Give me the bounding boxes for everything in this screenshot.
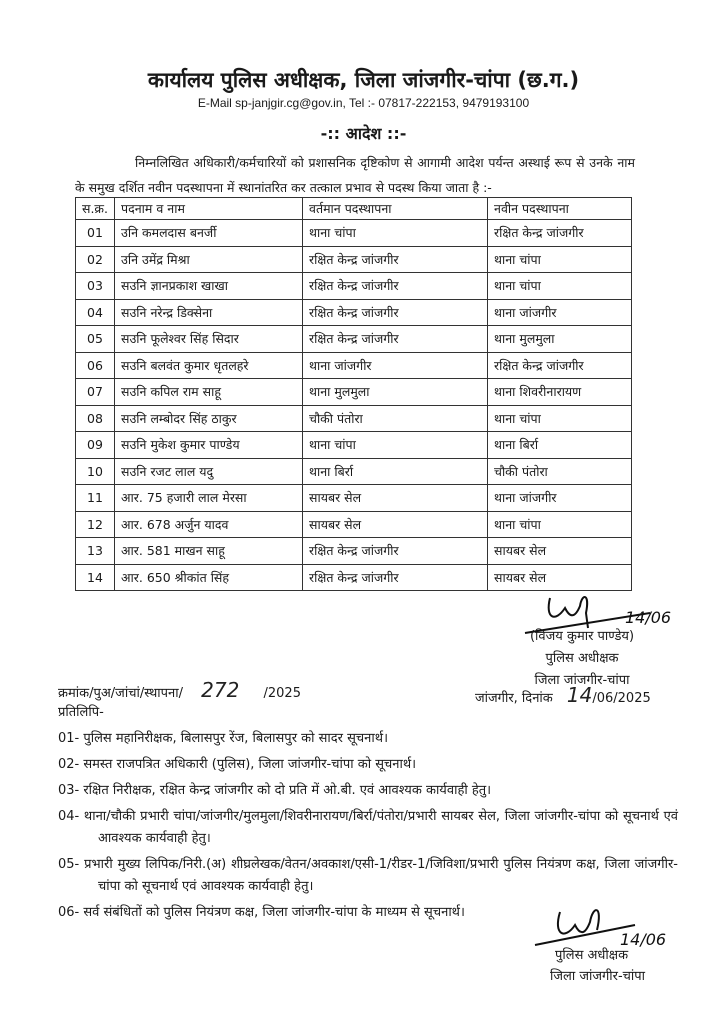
table-row (76, 432, 632, 459)
cell-name: सउनि ज्ञानप्रकाश खाखा (115, 273, 303, 300)
table-row (76, 405, 632, 432)
cell-serial: 04 (76, 299, 115, 326)
cell-name: सउनि बलवंत कुमार धृतलहरे (115, 352, 303, 379)
cell-new-posting: थाना जांजगीर (488, 299, 632, 326)
cell-new-posting: थाना चांपा (488, 511, 632, 538)
cell-current-posting: थाना जांजगीर (303, 352, 488, 379)
table-row (76, 511, 632, 538)
cell-name: उनि कमलदास बनर्जी (115, 220, 303, 247)
cell-name: आर. 678 अर्जुन यादव (115, 511, 303, 538)
signatory-designation: पुलिस अधीक्षक (545, 651, 619, 666)
cell-current-posting: रक्षित केन्द्र जांजगीर (303, 564, 488, 591)
table-row (76, 220, 632, 247)
cell-new-posting: सायबर सेल (488, 538, 632, 565)
header-name: पदनाम व नाम (115, 198, 303, 220)
order-heading: -:: आदेश ::- (320, 124, 407, 143)
table-row (76, 564, 632, 591)
cell-name: सउनि मुकेश कुमार पाण्डेय (115, 432, 303, 459)
cell-name: उनि उमेंद्र मिश्रा (115, 246, 303, 273)
date-day-handwritten: 14 (566, 683, 593, 707)
cell-current-posting: रक्षित केन्द्र जांजगीर (303, 273, 488, 300)
table-row (76, 352, 632, 379)
transfer-table (75, 197, 632, 591)
table-row (76, 379, 632, 406)
office-title: कार्यालय पुलिस अधीक्षक, जिला जांजगीर-चांपा (छ.ग.) (147, 68, 580, 92)
cell-new-posting: थाना चांपा (488, 246, 632, 273)
header-new-posting: नवीन पदस्थापना (488, 198, 632, 220)
cell-serial: 10 (76, 458, 115, 485)
cell-new-posting: थाना जांजगीर (488, 485, 632, 512)
cell-new-posting: रक्षित केन्द्र जांजगीर (488, 220, 632, 247)
cell-current-posting: थाना चांपा (303, 432, 488, 459)
cell-current-posting: रक्षित केन्द्र जांजगीर (303, 299, 488, 326)
cell-current-posting: थाना मुलमुला (303, 379, 488, 406)
table-row (76, 485, 632, 512)
cell-name: सउनि फूलेश्वर सिंह सिदार (115, 326, 303, 353)
cell-new-posting: थाना बिर्रा (488, 432, 632, 459)
cell-name: सउनि लम्बोदर सिंह ठाकुर (115, 405, 303, 432)
signatory-2-district: जिला जांजगीर-चांपा (550, 969, 646, 984)
signatory-block-1 (482, 626, 682, 688)
signature-2-date: 14/06 (620, 930, 667, 949)
cell-new-posting: सायबर सेल (488, 564, 632, 591)
place-date-label: जांजगीर, दिनांक (475, 691, 553, 706)
cell-serial: 08 (76, 405, 115, 432)
table-row (76, 538, 632, 565)
table-row (76, 326, 632, 353)
signatory-district: जिला जांजगीर-चांपा (534, 673, 630, 688)
signatory-2-designation: पुलिस अधीक्षक (555, 948, 629, 963)
cell-new-posting: थाना चांपा (488, 273, 632, 300)
cell-name: आर. 650 श्रीकांत सिंह (115, 564, 303, 591)
cell-new-posting: थाना शिवरीनारायण (488, 379, 632, 406)
cell-current-posting: सायबर सेल (303, 511, 488, 538)
copy-item: 05- प्रभारी मुख्य लिपिक/निरी.(अ) शीघ्रलेखक/वेतन/अवकाश/एसी-1/रीडर-1/जिविशा/प्रभारी पुलिस नियंत्रण कक्ष, जिला जांजगीर-चांपा को सूचनार्थ एवं आवश्यक कार्यवाही हेतु। (58, 857, 678, 894)
cell-serial: 14 (76, 564, 115, 591)
cell-serial: 02 (76, 246, 115, 273)
reference-year: /2025 (263, 686, 301, 701)
cell-new-posting: थाना मुलमुला (488, 326, 632, 353)
copy-item: 01- पुलिस महानिरीक्षक, बिलासपुर रेंज, बिलासपुर को सादर सूचनार्थ। (58, 731, 388, 746)
cell-serial: 01 (76, 220, 115, 247)
cell-serial: 05 (76, 326, 115, 353)
copy-label: प्रतिलिपि- (58, 705, 104, 720)
cell-current-posting: रक्षित केन्द्र जांजगीर (303, 538, 488, 565)
cell-new-posting: थाना चांपा (488, 405, 632, 432)
cell-current-posting: थाना चांपा (303, 220, 488, 247)
cell-serial: 13 (76, 538, 115, 565)
copy-item: 04- थाना/चौकी प्रभारी चांपा/जांजगीर/मुलमुला/शिवरीनारायण/बिर्रा/पंतोरा/प्रभारी सायबर सेल, जिला जांजगीर-चांपा को सूचनार्थ एवं आवश्यक कार्यवाही हेतु। (58, 809, 678, 846)
cell-name: आर. 75 हजारी लाल मेरसा (115, 485, 303, 512)
reference-number (58, 678, 301, 702)
copy-item: 03- रक्षित निरीक्षक, रक्षित केन्द्र जांजगीर को दो प्रति में ओ.बी. एवं आवश्यक कार्यवाही हेतु। (58, 783, 492, 798)
reference-handwritten-number: 272 (201, 678, 240, 702)
table-header-row (76, 198, 632, 220)
cell-new-posting: चौकी पंतोरा (488, 458, 632, 485)
signatory-name: (विजय कुमार पाण्डेय) (529, 629, 635, 644)
cell-serial: 03 (76, 273, 115, 300)
table-row (76, 458, 632, 485)
place-date (475, 683, 651, 707)
header-serial: स.क्र. (76, 198, 115, 220)
cell-serial: 07 (76, 379, 115, 406)
cell-serial: 11 (76, 485, 115, 512)
table-row (76, 299, 632, 326)
cell-current-posting: चौकी पंतोरा (303, 405, 488, 432)
reference-prefix: क्रमांक/पुअ/जांचां/स्थापना/ (58, 686, 184, 701)
cell-new-posting: रक्षित केन्द्र जांजगीर (488, 352, 632, 379)
cell-serial: 12 (76, 511, 115, 538)
cell-current-posting: सायबर सेल (303, 485, 488, 512)
cell-current-posting: रक्षित केन्द्र जांजगीर (303, 246, 488, 273)
table-row (76, 246, 632, 273)
cell-current-posting: थाना बिर्रा (303, 458, 488, 485)
cell-name: सउनि नरेन्द्र डिक्सेना (115, 299, 303, 326)
signature-1-date: 14/06 (625, 608, 672, 627)
copy-item: 02- समस्त राजपत्रित अधिकारी (पुलिस), जिला जांजगीर-चांपा को सूचनार्थ। (58, 757, 417, 772)
intro-paragraph: निम्नलिखित अधिकारी/कर्मचारियों को प्रशासनिक दृष्टिकोण से आगामी आदेश पर्यन्त अस्थाई रूप से उनके नाम के समुख दर्शित नवीन पदस्थापना में स्थानांतरित कर तत्काल प्रभाव से पदस्थ किया जाता है :- (75, 155, 635, 195)
table-row (76, 273, 632, 300)
cell-serial: 09 (76, 432, 115, 459)
date-rest: /06/2025 (592, 691, 651, 706)
cell-name: सउनि कपिल राम साहू (115, 379, 303, 406)
cell-name: सउनि रजट लाल यदु (115, 458, 303, 485)
copy-list (58, 728, 678, 924)
copy-item: 06- सर्व संबंधितों को पुलिस नियंत्रण कक्ष, जिला जांजगीर-चांपा के माध्यम से सूचनार्थ। (58, 905, 465, 920)
cell-serial: 06 (76, 352, 115, 379)
header-current-posting: वर्तमान पदस्थापना (303, 198, 488, 220)
cell-name: आर. 581 माखन साहू (115, 538, 303, 565)
cell-current-posting: रक्षित केन्द्र जांजगीर (303, 326, 488, 353)
contact-info: E-Mail sp-janjgir.cg@gov.in, Tel :- 07817-222153, 9479193100 (197, 96, 530, 110)
